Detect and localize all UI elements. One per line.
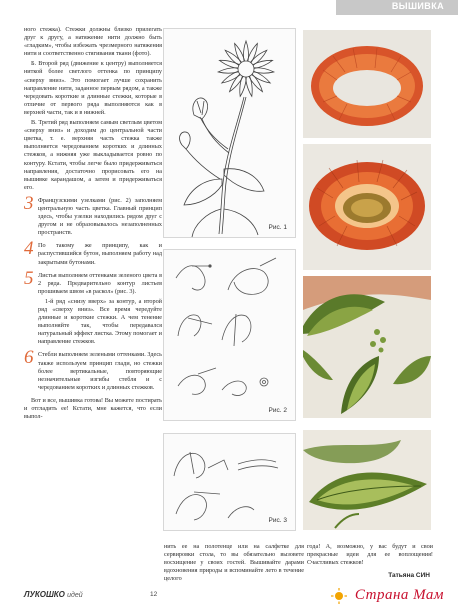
- photo-flower-first-row: [303, 30, 431, 138]
- figure-3-caption: Рис. 3: [268, 517, 287, 524]
- step-5: [24, 267, 162, 347]
- magazine-logo: [24, 590, 83, 599]
- step-3: [24, 192, 162, 237]
- closing-lead: Вот и все, вышивка готова! Вы можете постирать и отгладить ее! Кстати, мне кажется, что если выпол-: [24, 396, 162, 421]
- figure-3-technique: [163, 433, 296, 531]
- leaves-photo: [303, 276, 431, 418]
- photo-flower-full: [303, 144, 431, 270]
- logo-sub: идей: [67, 592, 83, 599]
- leaf-photo: [303, 430, 431, 530]
- step-number: 3: [24, 192, 34, 214]
- flower-pattern-drawing: [164, 29, 297, 239]
- step-text: Французскими узелками (рис. 2) заполняем центральную часть цветка. Главный принцип здесь, чтобы узелки находились рядом друг с другом и не образовывалось незаполненных пространств.: [38, 196, 162, 237]
- step-text: Листья выполняем оттенками зеленого цвета в 2 ряда. Предварительно контур листьев прошиваем швом «в раскол» (рис. 3).: [38, 271, 162, 295]
- flower-photo-2: [303, 144, 431, 270]
- paragraph-closing: [24, 397, 162, 421]
- step-6: [24, 347, 162, 391]
- paragraph-v: В. Третий ряд выполняем самым светлым цветом «сверху вниз» и доходим до центральной части цветка, т. е. верхняя часть стежка также выполняется чередованием коротких и длинных стежков, а нижняя уже выкладывается ровно по контуру. Кстати, чтобы легче было придерживаться направления, достаточно прорисовать его на вышивке карандашом, а затем и придерживаться его.: [24, 119, 162, 191]
- step-text: Стебли выполняем зелеными оттенками. Здесь также используем принцип глади, но стежки более вертикальные, повторяющие незначительные изгибы стебля и с чередованием коротких и длинных стежков.: [38, 351, 162, 391]
- step-4: [24, 238, 162, 266]
- sun-icon: [330, 588, 348, 604]
- paragraph-b: Б. Второй ряд (движение к центру) выполняется ниткой более светлого оттенка по принципу «сверху вниз». Это помогает лучше сохранить направление нити, заданное первым рядом, а также чередовать короткие и длинные стежки, которые в отличие от первого ряда выполняются как в верхней части, так и в нижней.: [24, 60, 162, 116]
- step-text: По такому же принципу, как и распустившийся бутон, выполняем работу над закрытыми бутонами.: [38, 242, 162, 266]
- watermark: [328, 585, 450, 607]
- page-number: 12: [150, 591, 158, 598]
- closing-middle-text: нить ее на полотенце или на салфетке для сервировки стола, то вы обязательно вызовете восхищение у своих гостей. Вышивайте дарами вдохновения природы и вспоминайте лето в течение целого: [164, 543, 304, 583]
- author-name: Татьяна СИН: [388, 572, 430, 579]
- step-number: 6: [24, 347, 34, 369]
- section-header: [336, 0, 458, 15]
- photo-leaves-bud: [303, 276, 431, 418]
- step-number: 5: [24, 267, 34, 289]
- french-knot-diagram: [164, 250, 297, 422]
- paragraph-intro: ного стежка). Стежки должны близко прилегать друг к другу, а натяжение нити должно быть «гладким», чтобы избежать чрезмерного натяжения нити и соответственно стягивания ткани (фото).: [24, 26, 162, 58]
- logo-main: ЛУКОШКО: [24, 590, 65, 599]
- step-text-continued: 1-й ряд «снизу вверх» за контур, а второй ряд «сверху вниз». Все время чередуйте длинные и короткие стежки. А чем тенение выполняйте так, чтобы передавался натуральный эффект листка. Этому помогает и направление стежков.: [38, 297, 162, 346]
- figure-1-pattern: [163, 28, 296, 238]
- step-number: 4: [24, 238, 34, 260]
- article-text-column: [24, 26, 162, 423]
- closing-right-text: года! А, возможно, у вас будут и свои прекрасные идеи для ее воплощения! Счастливых стежков!: [307, 543, 433, 567]
- figure-2-caption: Рис. 2: [268, 407, 287, 414]
- section-title: ВЫШИВКА: [391, 1, 444, 11]
- figure-1-caption: Рис. 1: [268, 224, 287, 231]
- flower-photo-1: [303, 30, 431, 138]
- figure-2-technique: [163, 249, 296, 421]
- photo-leaf: [303, 430, 431, 530]
- watermark-text: Страна Мам: [354, 587, 444, 603]
